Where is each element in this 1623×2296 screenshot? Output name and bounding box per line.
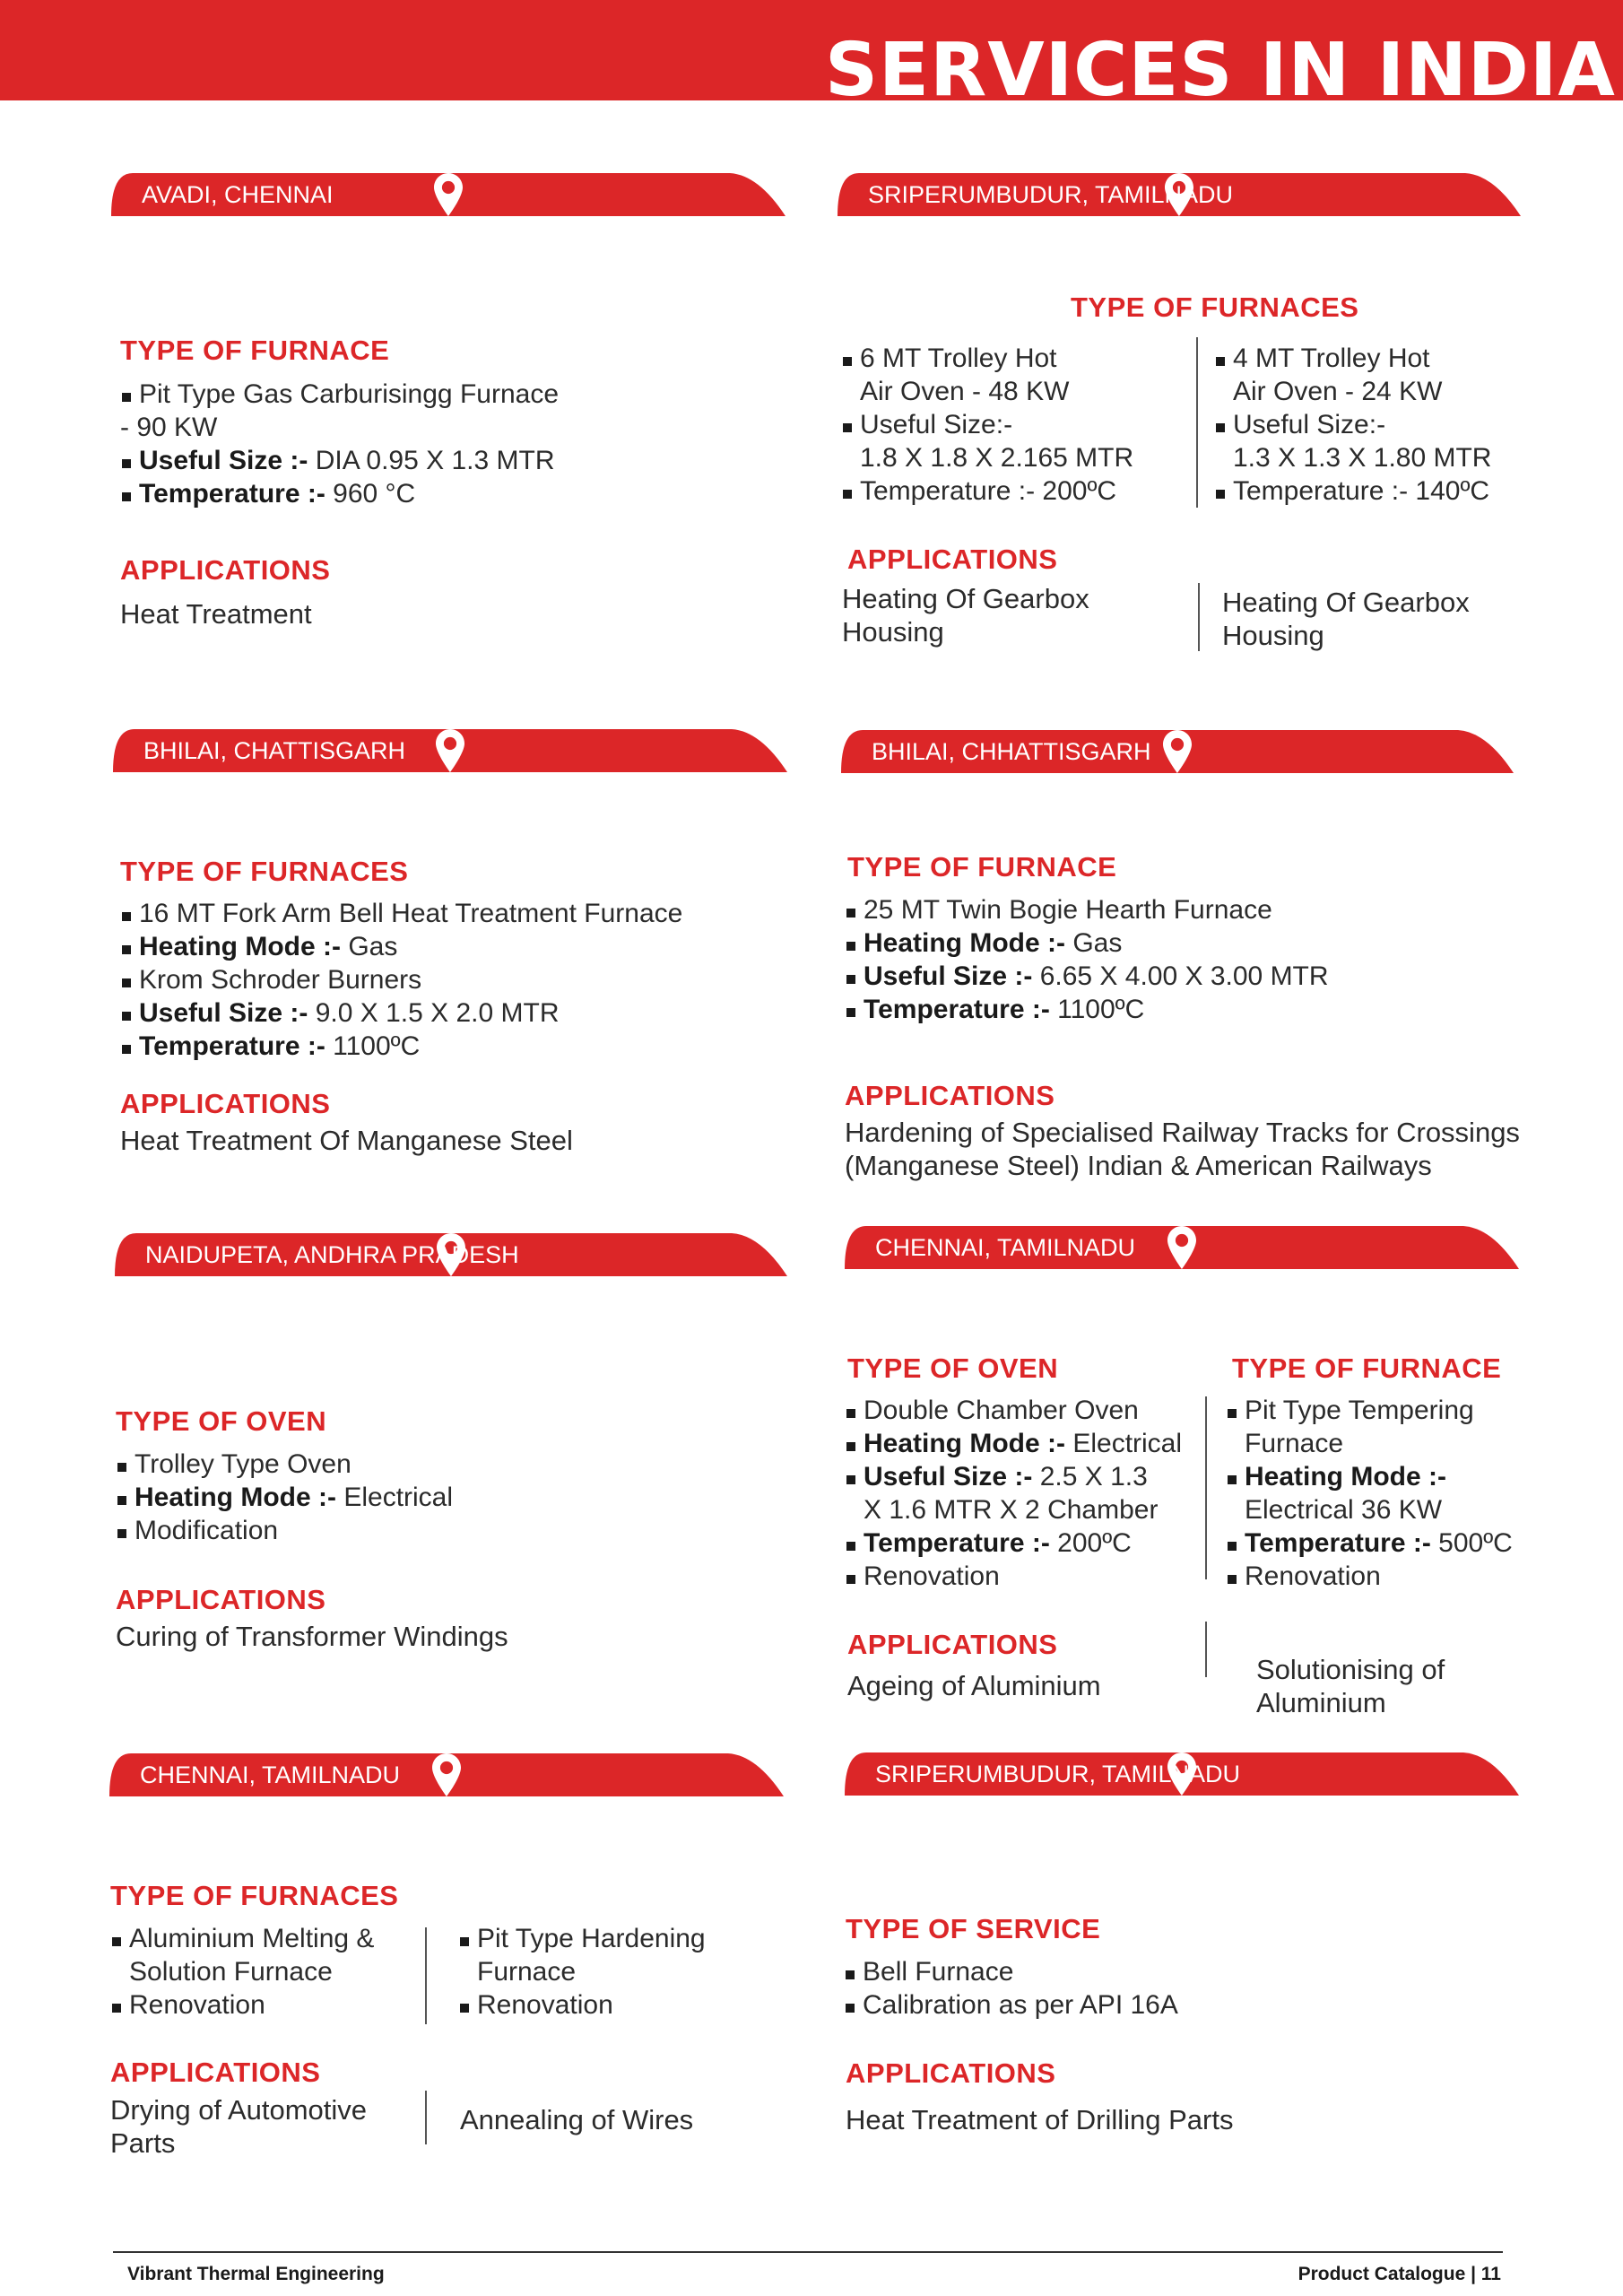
- location-tab-chennai-2: [109, 1753, 784, 1796]
- list-item: 25 MT Twin Bogie Hearth Furnace: [845, 893, 1329, 926]
- application-text: Heat Treatment of Drilling Parts: [846, 2104, 1234, 2135]
- location-tab-chennai-1: [845, 1226, 1519, 1269]
- application-text: Curing of Transformer Windings: [116, 1621, 508, 1652]
- application-text: Ageing of Aluminium: [847, 1670, 1101, 1701]
- list-item: Electrical 36 KW: [1245, 1495, 1443, 1525]
- list-item: Temperature :- 500ºC: [1226, 1526, 1513, 1560]
- list-item: Krom Schroder Burners: [120, 963, 682, 996]
- applications-heading: APPLICATIONS: [847, 1629, 1058, 1660]
- location-tab-avadi: [111, 173, 785, 216]
- footer-page-info: Product Catalogue | 11: [1298, 2264, 1501, 2284]
- list-item: Air Oven - 48 KW: [860, 377, 1070, 406]
- location-label: SRIPERUMBUDUR, TAMILNADU: [868, 181, 1234, 208]
- application-text: Heat Treatment: [120, 598, 312, 630]
- furnace-details-list: [120, 378, 559, 510]
- location-label: CHENNAI, TAMILNADU: [140, 1761, 401, 1788]
- type-of-furnace-heading: TYPE OF FURNACE: [120, 335, 390, 366]
- application-text: Drying of Automotive Parts: [110, 2094, 368, 2159]
- oven-details-list: [845, 1394, 1182, 1593]
- furnace-details-list: [845, 893, 1329, 1026]
- location-tab-sriperumbudur-2: [845, 1752, 1519, 1796]
- location-label: BHILAI, CHATTISGARH: [143, 737, 406, 764]
- applications-heading: APPLICATIONS: [116, 1584, 326, 1615]
- list-item: 6 MT Trolley Hot: [841, 342, 1133, 375]
- furnace-details-list-right: [458, 1922, 706, 2022]
- type-of-furnace-heading: TYPE OF FURNACE: [1232, 1352, 1502, 1384]
- list-item: Useful Size :- 2.5 X 1.3: [845, 1460, 1182, 1493]
- location-tab-sriperumbudur-1: [838, 173, 1521, 216]
- location-tab-bhilai-2: [841, 730, 1514, 773]
- oven-details-list: [116, 1448, 453, 1547]
- application-text: Heat Treatment Of Manganese Steel: [120, 1125, 573, 1156]
- location-label: AVADI, CHENNAI: [142, 181, 334, 208]
- page-title: SERVICES IN INDIA: [825, 28, 1616, 100]
- application-text: Solutionising of Aluminium: [1256, 1654, 1445, 1718]
- list-item: Temperature :- 200ºC: [845, 1526, 1182, 1560]
- list-item: Temperature :- 200ºC: [841, 474, 1133, 508]
- list-item: Heating Mode :- Electrical: [845, 1427, 1182, 1460]
- column-divider: [425, 2091, 427, 2144]
- list-item: Temperature :- 1100ºC: [120, 1030, 682, 1063]
- list-item: Useful Size :- 9.0 X 1.5 X 2.0 MTR: [120, 996, 682, 1030]
- location-label: SRIPERUMBUDUR, TAMILNADU: [875, 1761, 1241, 1787]
- footer-divider: [113, 2251, 1503, 2253]
- type-of-service-heading: TYPE OF SERVICE: [846, 1913, 1101, 1944]
- list-item: Temperature :- 140ºC: [1214, 474, 1491, 508]
- type-of-furnaces-heading: TYPE OF FURNACES: [120, 856, 409, 887]
- list-item: Bell Furnace: [844, 1955, 1178, 1988]
- list-item: Aluminium Melting &: [110, 1922, 374, 1955]
- list-item: Pit Type Tempering: [1226, 1394, 1513, 1427]
- applications-heading: APPLICATIONS: [120, 554, 331, 586]
- list-item: 16 MT Fork Arm Bell Heat Treatment Furnace: [120, 897, 682, 930]
- header-bar: [0, 0, 1623, 100]
- list-item: 1.3 X 1.3 X 1.80 MTR: [1233, 443, 1492, 473]
- list-item: Temperature :- 1100ºC: [845, 993, 1329, 1026]
- furnace-details-list-left: [841, 342, 1133, 508]
- applications-heading: APPLICATIONS: [110, 2057, 321, 2088]
- location-tab-naidupeta: [115, 1233, 787, 1276]
- list-item: Double Chamber Oven: [845, 1394, 1182, 1427]
- furnace-details-list: [1226, 1394, 1513, 1593]
- furnace-details-list: [120, 897, 682, 1063]
- footer-company: Vibrant Thermal Engineering: [127, 2264, 385, 2284]
- applications-heading: APPLICATIONS: [846, 2057, 1056, 2089]
- list-item: Furnace: [477, 1957, 577, 1987]
- list-item: Heating Mode :- Electrical: [116, 1481, 453, 1514]
- list-item: Air Oven - 24 KW: [1233, 377, 1443, 406]
- column-divider: [1205, 1396, 1207, 1579]
- type-of-furnaces-heading: TYPE OF FURNACES: [1071, 291, 1359, 323]
- list-item: Heating Mode :-: [1226, 1460, 1513, 1493]
- list-item: Calibration as per API 16A: [844, 1988, 1178, 2022]
- list-item: Renovation: [1226, 1560, 1513, 1593]
- list-item: Pit Type Hardening: [458, 1922, 706, 1955]
- location-label: CHENNAI, TAMILNADU: [875, 1234, 1136, 1261]
- service-details-list: [844, 1955, 1178, 2022]
- list-item: Solution Furnace: [129, 1957, 333, 1987]
- list-item: - 90 KW: [120, 413, 218, 442]
- column-divider: [1205, 1622, 1207, 1677]
- list-item: Renovation: [845, 1560, 1182, 1593]
- list-item: 4 MT Trolley Hot: [1214, 342, 1491, 375]
- application-text: Heating Of Gearbox Housing: [842, 583, 1089, 648]
- applications-heading: APPLICATIONS: [120, 1088, 331, 1119]
- list-item: Useful Size:-: [1214, 408, 1491, 441]
- list-item: Useful Size:-: [841, 408, 1133, 441]
- list-item: X 1.6 MTR X 2 Chamber: [864, 1495, 1159, 1525]
- list-item: Pit Type Gas Carburisingg Furnace: [120, 378, 559, 411]
- type-of-oven-heading: TYPE OF OVEN: [116, 1405, 327, 1437]
- type-of-furnaces-heading: TYPE OF FURNACES: [110, 1880, 399, 1911]
- list-item: 1.8 X 1.8 X 2.165 MTR: [860, 443, 1134, 473]
- list-item: Heating Mode :- Gas: [845, 926, 1329, 960]
- type-of-furnace-heading: TYPE OF FURNACE: [847, 851, 1117, 883]
- application-text: Hardening of Specialised Railway Tracks for Crossings (Manganese Steel) Indian & American Railways: [845, 1117, 1520, 1181]
- location-label: BHILAI, CHHATTISGARH: [872, 738, 1151, 765]
- column-divider: [425, 1927, 427, 2024]
- application-text: Heating Of Gearbox Housing: [1222, 587, 1470, 651]
- furnace-details-list-left: [110, 1922, 374, 2022]
- applications-heading: APPLICATIONS: [845, 1080, 1055, 1111]
- list-item: Renovation: [458, 1988, 706, 2022]
- location-tab-bhilai-1: [113, 729, 787, 772]
- column-divider: [1196, 337, 1198, 508]
- type-of-oven-heading: TYPE OF OVEN: [847, 1352, 1059, 1384]
- list-item: Furnace: [1245, 1429, 1344, 1458]
- list-item: Temperature :- 960 °C: [120, 477, 559, 510]
- list-item: Modification: [116, 1514, 453, 1547]
- list-item: Trolley Type Oven: [116, 1448, 453, 1481]
- applications-heading: APPLICATIONS: [847, 544, 1058, 575]
- application-text: Annealing of Wires: [460, 2104, 694, 2135]
- column-divider: [1198, 583, 1200, 651]
- furnace-details-list-right: [1214, 342, 1491, 508]
- list-item: Useful Size :- DIA 0.95 X 1.3 MTR: [120, 444, 559, 477]
- list-item: Renovation: [110, 1988, 374, 2022]
- list-item: Heating Mode :- Gas: [120, 930, 682, 963]
- list-item: Useful Size :- 6.65 X 4.00 X 3.00 MTR: [845, 960, 1329, 993]
- location-label: NAIDUPETA, ANDHRA PRADESH: [145, 1241, 519, 1268]
